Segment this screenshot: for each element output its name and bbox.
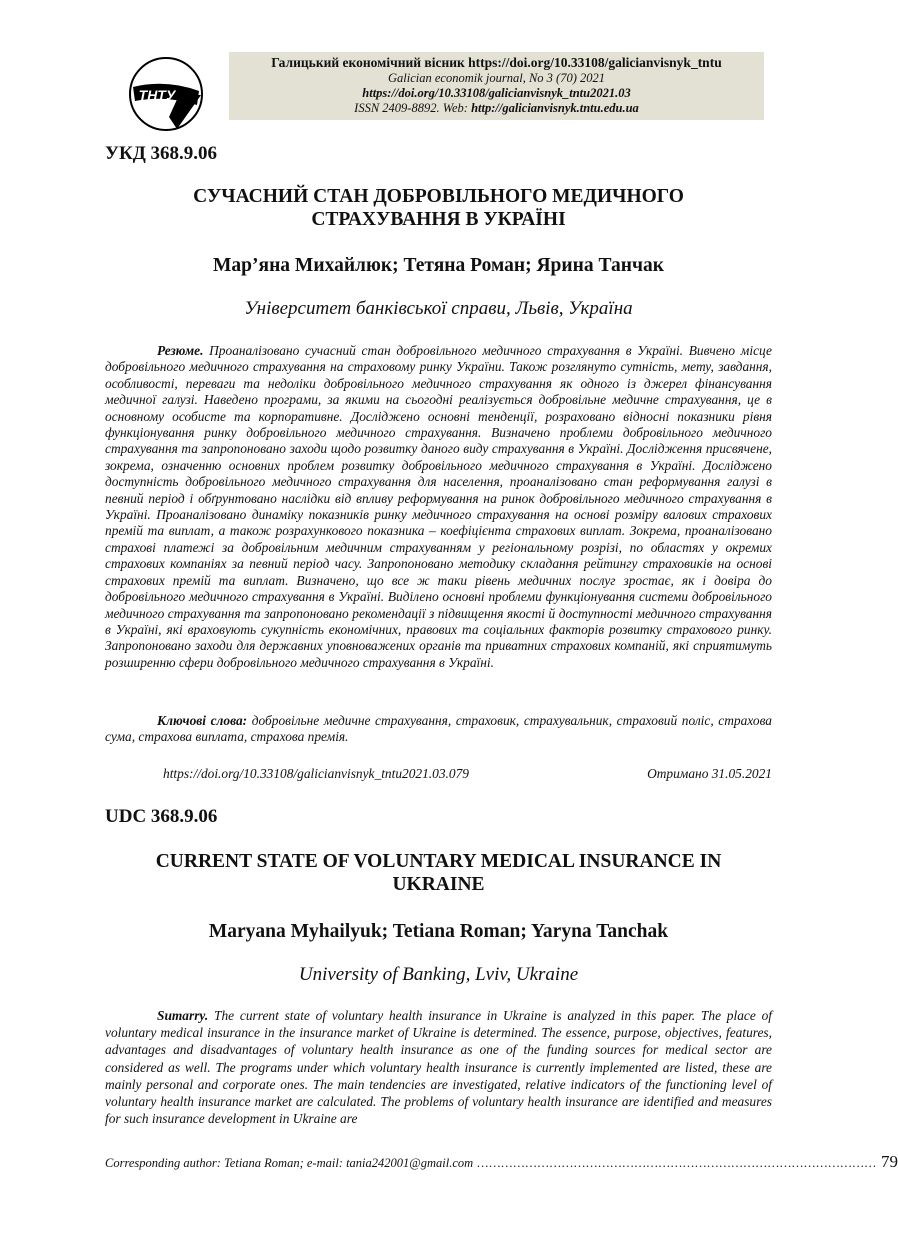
title-ua-line-2: СТРАХУВАННЯ В УКРАЇНІ [311, 209, 566, 230]
journal-header [229, 52, 764, 120]
issn-text: ISSN 2409-8892. Web: [354, 101, 472, 115]
title-en-line-2: UKRAINE [392, 874, 485, 895]
received-date: Отримано 31.05.2021 [647, 766, 772, 781]
header-line-4 [229, 101, 764, 116]
affiliation-ua: Університет банківської справи, Львів, Україна [244, 298, 633, 319]
page-number: 79 [880, 1152, 898, 1171]
udc-ua: УКД 368.9.06 [105, 143, 218, 164]
authors-ua: Мар’яна Михайлюк; Тетяна Роман; Ярина Танчак [213, 255, 664, 276]
title-ua [105, 185, 772, 231]
footer-leader-dots: ……………………………………………………………………………………… [477, 1156, 877, 1170]
header-line-3[interactable]: https://doi.org/10.33108/galicianvisnyk_tntu2021.03 [362, 86, 631, 100]
summary-en [105, 1007, 772, 1127]
journal-logo [127, 55, 205, 133]
corresponding-author: Corresponding author: Tetiana Roman; e-mail: tania242001@gmail.com [105, 1156, 474, 1170]
abstract-label: Резюме. [157, 343, 204, 358]
title-ua-line-1: СУЧАСНИЙ СТАН ДОБРОВІЛЬНОГО МЕДИЧНОГО [193, 186, 684, 207]
article-doi[interactable]: https://doi.org/10.33108/galicianvisnyk_tntu2021.03.079 [163, 766, 469, 781]
affiliation-en: University of Banking, Lviv, Ukraine [298, 964, 579, 985]
title-en [105, 850, 772, 896]
header-line-2: Galician economik journal, No 3 (70) 2021 [388, 71, 605, 85]
page-footer [105, 1152, 898, 1172]
journal-website-link[interactable]: http://galicianvisnyk.tntu.edu.ua [471, 101, 639, 115]
summary-label: Sumarry. [157, 1008, 209, 1023]
title-en-line-1: CURRENT STATE OF VOLUNTARY MEDICAL INSURANCE IN [155, 851, 722, 872]
keywords-label: Ключові слова: [157, 713, 248, 728]
keywords-ua [105, 713, 772, 746]
udc-en: UDC 368.9.06 [105, 806, 218, 827]
logo-text: ТНТУ [138, 87, 176, 103]
abstract-text: Проаналізовано сучасний стан добровільного медичного страхування в Україні. Вивчено місце добровільного медичного страхування на страховому ринку України. Також розглянуто сутність, мету, завдання, особливості, переваги та недоліки добровільного медичного страхування як одного із джерел фінансування медичної галузі. Наведено програми, за якими на сьогодні реалізується добровільне медичне страхування, це в основному особисте та корпоративне. Досліджено основні тенденції, розраховано відносні показники рівня функціонування ринку добровільного медичного страхування. Визначено проблеми добровільного медичного страхування та запропоновано заходи щодо розвитку даного виду страхування в Україні. Дослідження присвячене, зокрема, означенню основних проблем розвитку добровільного медичного страхування в Україні. Досліджено доступність добровільного медичного страхування для населення, проаналізовано стан реформування галузі в певний період і обґрунтовано наслідки від впливу реформування на ринок добровільного медичного страхування в Україні. Проаналізовано динаміку показників ринку медичного страхування на основі розміру валових страхових премій та виплат, а також розрахункового показника – коефіцієнта страхових виплат. Зокрема, проаналізовано страхові платежі за добровільним медичним страхуванням у регіональному розрізі, по областях у окремих страхових компаніях за певний період часу. Запропоновано методику складання рейтингу страховиків на основі страхових премій та виплат. Визначено, що все ж таки рівень медичних послуг зростає, як і довіра до добровільного медичного страхування в Україні. Виділено основні проблеми функціонування системи добровільного медичного страхування та запропоновано рекомендації з підвищення якості й доступності медичного страхування в Україні, які враховують сукупність економічних, правових та соціальних факторів розвитку страхового ринку. Запропоновано заходи для державних уповноважених органів та приватних страхових компаній, які сприятимуть розширенню сфери добровільного медичного страхування в Україні. [105, 343, 772, 670]
keywords-text: добровільне медичне страхування, страховик, страхувальник, страховий поліс, страхова сума, страхова виплата, страхова премія. [105, 713, 773, 745]
summary-text: The current state of voluntary health insurance in Ukraine is analyzed in this paper. The place of voluntary medical insurance in the insurance market of Ukraine is determined. The essence, purpose, objectives, features, advantages and disadvantages of voluntary health insurance as one of the funding sources for medical sector are considered as well. The programs under which voluntary health insurance is currently implemented are listed, these are mainly personal and corporate ones. The main tendencies are investigated, relative indicators of the functioning level of voluntary health insurance market are calculated. The problems of voluntary health insurance are identified and measures for such insurance development in Ukraine are [105, 1008, 772, 1127]
abstract-ua [105, 343, 772, 671]
header-line-1: Галицький економічний вісник https://doi.org/10.33108/galicianvisnyk_tntu [271, 55, 722, 70]
authors-en: Maryana Myhailyuk; Tetiana Roman; Yaryna Tanchak [208, 921, 669, 942]
